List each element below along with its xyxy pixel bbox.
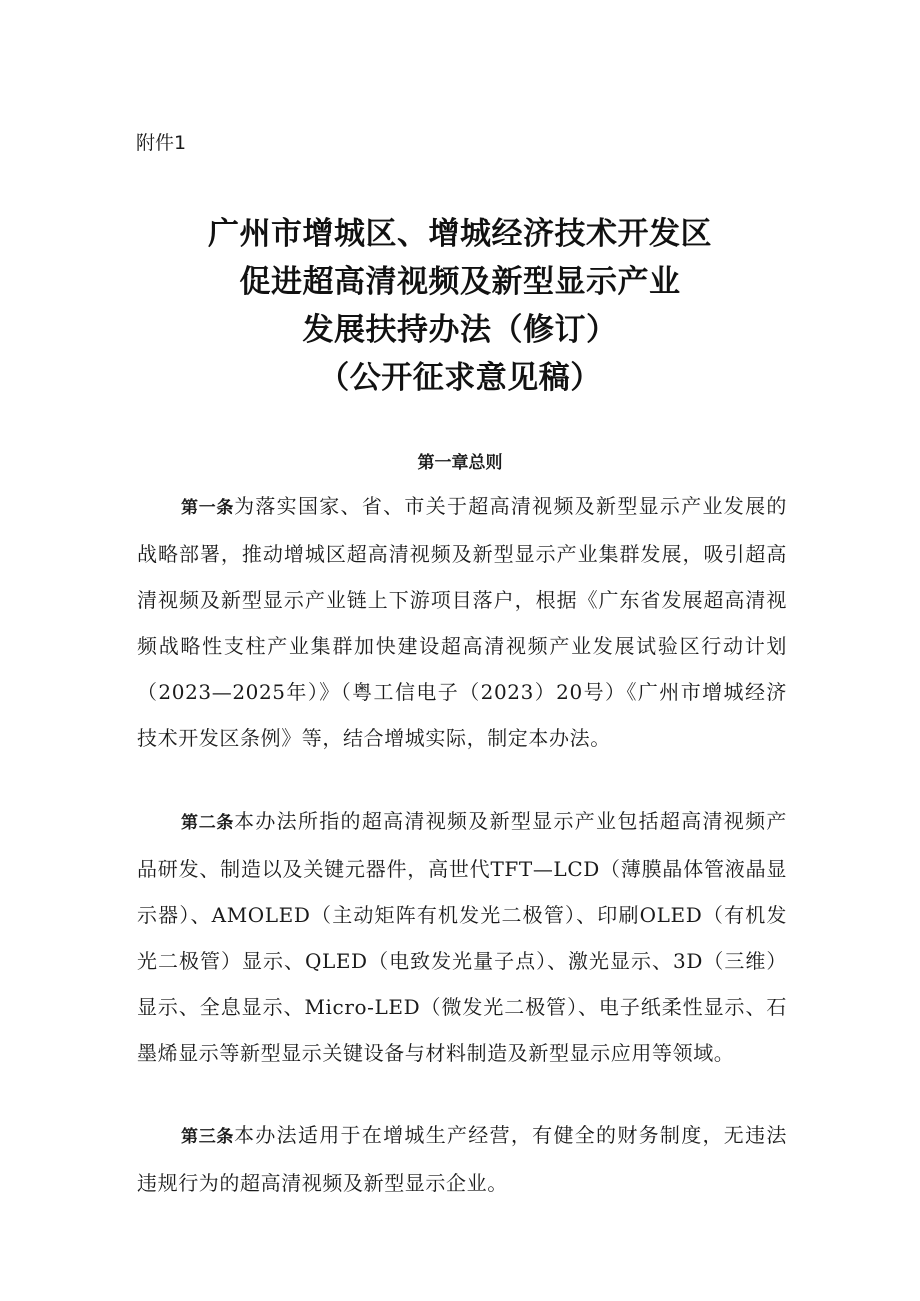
title-line: 发展扶持办法（修订） xyxy=(302,312,618,348)
article-label: 第二条 xyxy=(181,813,235,833)
article-text: 本办法适用于在增城生产经营，有健全的财务制度，无违法违规行为的超高清视频及新型显示企业。 xyxy=(137,1123,787,1195)
title-line: 促进超高清视频及新型显示产业 xyxy=(239,264,681,300)
document-title xyxy=(0,210,920,402)
article-3 xyxy=(137,1112,787,1206)
title-line: （公开征求意见稿） xyxy=(318,360,602,396)
article-text: 为落实国家、省、市关于超高清视频及新型显示产业发展的战略部署，推动增城区超高清视频及新型显示产业集群发展，吸引超高清视频及新型显示产业链上下游项目落户，根据《广东省发展超高清视频战略性支柱产业集群加快建设超高清视频产业发展试验区行动计划（2023—2025年）》（粤工信电子（2023）20号）《广州市增城经济技术开发区条例》等，结合增城实际，制定本办法。 xyxy=(137,494,787,750)
title-line: 广州市增城区、增城经济技术开发区 xyxy=(208,216,712,252)
article-label: 第三条 xyxy=(181,1127,235,1147)
article-1 xyxy=(137,483,787,761)
article-text: 本办法所指的超高清视频及新型显示产业包括超高清视频产品研发、制造以及关键元器件，高世代TFT—LCD（薄膜晶体管液晶显示器）、AMOLED（主动矩阵有机发光二极管）、印刷OLED（有机发光二极管）显示、QLED（电致发光量子点）、激光显示、3D（三维）显示、全息显示、Micro-LED（微发光二极管）、电子纸柔性显示、石墨烯显示等新型显示关键设备与材料制造及新型显示应用等领域。 xyxy=(137,809,787,1065)
article-2 xyxy=(137,798,787,1076)
article-label: 第一条 xyxy=(181,498,235,518)
chapter-heading: 第一章总则 xyxy=(417,453,503,473)
attachment-label: 附件1 xyxy=(136,132,187,154)
